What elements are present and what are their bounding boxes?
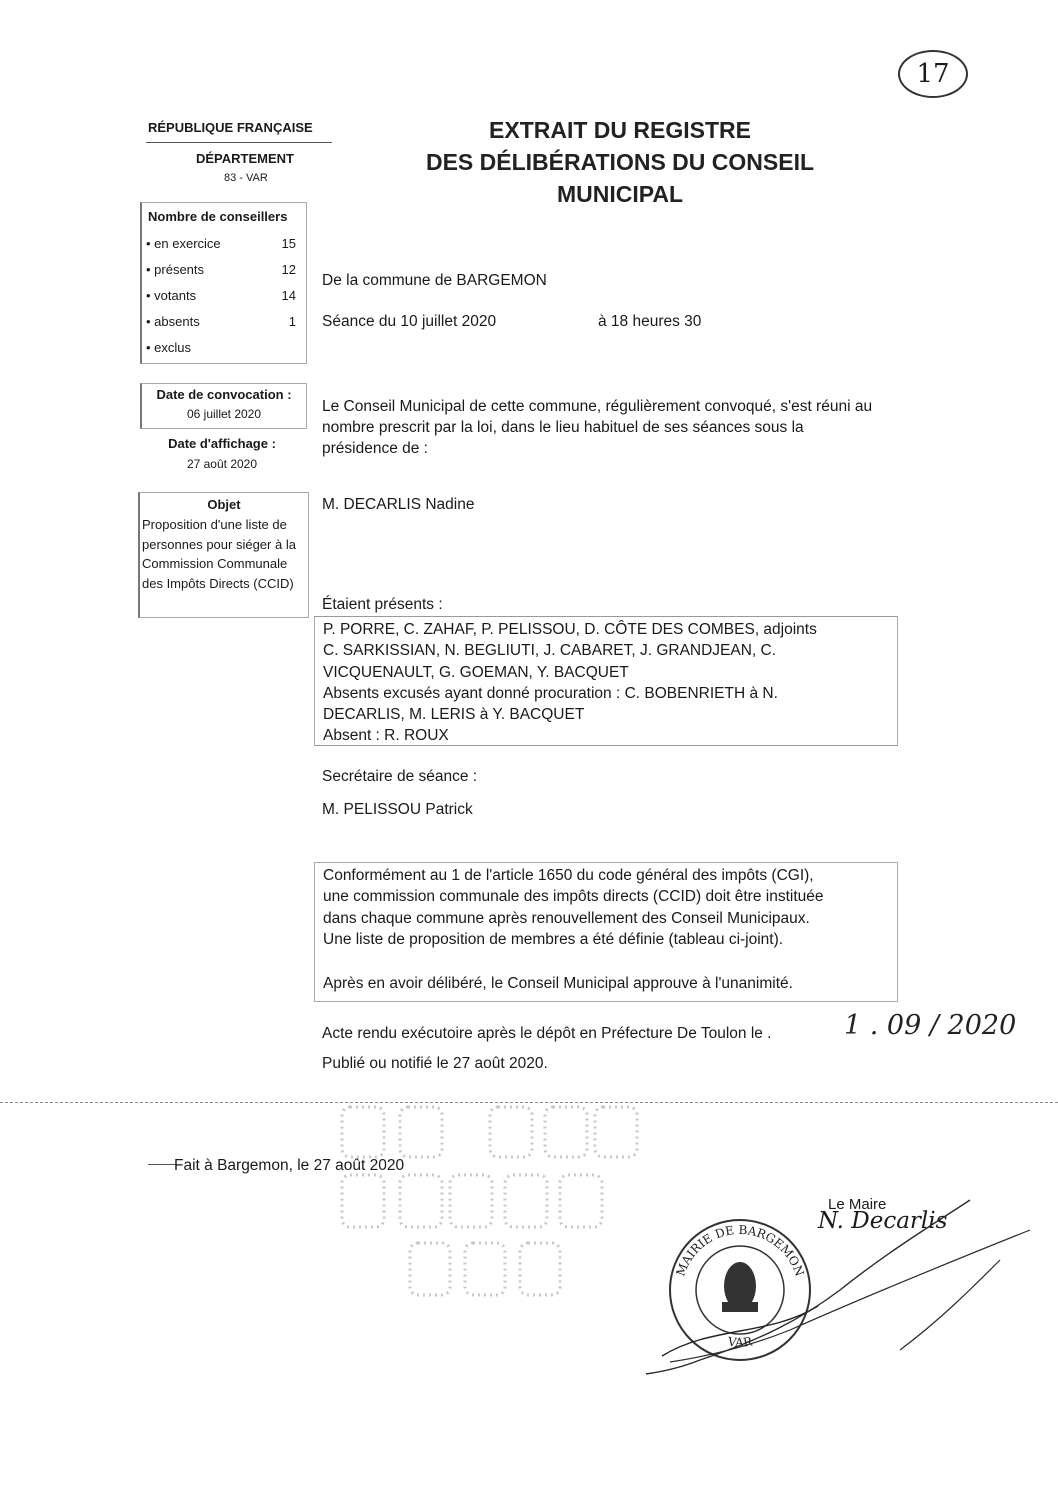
publie-line: Publié ou notifié le 27 août 2020. (322, 1055, 548, 1072)
republique-label: RÉPUBLIQUE FRANÇAISE (148, 120, 313, 135)
seance-date: Séance du 10 juillet 2020 (322, 313, 497, 330)
stamp-text-top: MAIRIE DE BARGEMON (673, 1222, 807, 1279)
title-line-3: MUNICIPAL (556, 181, 684, 207)
fait-a-line: Fait à Bargemon, le 27 août 2020 (174, 1157, 405, 1174)
presents-label: Étaient présents : (322, 596, 443, 613)
commune-line: De la commune de BARGEMON (322, 272, 547, 289)
presents-line: VICQUENAULT, G. GOEMAN, Y. BACQUET (323, 663, 629, 681)
presents-line: Absents excusés ayant donné procuration : C. BOBENRIETH à N. (323, 684, 778, 702)
president: M. DECARLIS Nadine (322, 496, 475, 513)
le-maire-label: Le Maire (828, 1196, 887, 1213)
seance-heure: à 18 heures 30 (598, 313, 702, 330)
perforation-mark (330, 1095, 650, 1315)
deliberation-line: une commission communale des impôts directs (CCID) doit être instituée (323, 888, 824, 906)
conseillers-row (146, 340, 296, 355)
departement-value: 83 - VAR (224, 172, 268, 184)
presents-box (314, 616, 898, 746)
convocation-box (140, 383, 307, 429)
decision-text: Après en avoir délibéré, le Conseil Municipal approuve à l'unanimité. (323, 975, 793, 992)
objet-label: Objet (207, 497, 241, 512)
title-line-2: DES DÉLIBÉRATIONS DU CONSEIL (425, 149, 815, 175)
stamp-text-bottom: VAR (726, 1334, 754, 1350)
presents-line: Absent : R. ROUX (323, 727, 449, 745)
document-title (400, 114, 840, 210)
row-value (276, 340, 296, 355)
deliberation-text (323, 865, 897, 950)
row-label: • absents (146, 314, 200, 329)
deliberation-line: Conformément au 1 de l'article 1650 du code général des impôts (CGI), (323, 867, 814, 884)
convocation-label: Date de convocation : (156, 387, 292, 402)
conseillers-row (146, 236, 296, 251)
row-value: 15 (281, 236, 296, 251)
deliberation-line: dans chaque commune après renouvellement des Conseil Municipaux. (323, 909, 810, 927)
page-number: 17 (898, 50, 968, 98)
presents-line: DECARLIS, M. LERIS à Y. BACQUET (323, 706, 585, 724)
presents-line: C. SARKISSIAN, N. BEGLIUTI, J. CABARET, J. GRANDJEAN, C. (323, 642, 777, 660)
conseillers-row (146, 314, 296, 329)
secretaire-label: Secrétaire de séance : (322, 768, 478, 785)
row-value: 12 (281, 262, 296, 277)
conseillers-row (146, 262, 296, 277)
conseillers-box (140, 202, 307, 364)
divider (148, 1164, 176, 1165)
departement-label: DÉPARTEMENT (196, 151, 294, 166)
acte-executoire: Acte rendu exécutoire après le dépôt en Préfecture De Toulon le . (322, 1025, 772, 1042)
row-label: • votants (146, 288, 197, 303)
row-value: 1 (288, 314, 296, 329)
row-label: • en exercice (146, 236, 221, 251)
affichage-label: Date d'affichage : (168, 436, 276, 451)
presents-list (323, 619, 897, 747)
conseillers-row (146, 288, 296, 303)
row-label: • exclus (146, 340, 192, 355)
secretaire-name: M. PELISSOU Patrick (322, 801, 473, 818)
presents-line: P. PORRE, C. ZAHAF, P. PELISSOU, D. CÔTE DES COMBES, adjoints (323, 621, 817, 638)
conseillers-title: Nombre de conseillers (148, 209, 288, 224)
affichage-date: 27 août 2020 (186, 457, 258, 471)
maire-signature: N. Decarlis (818, 1208, 948, 1234)
objet-box (138, 492, 309, 618)
title-line-1: EXTRAIT DU REGISTRE (489, 117, 751, 143)
objet-text: Proposition d'une liste de personnes pour siéger à la Commission Communale des Impôts Directs (CCID) (142, 517, 296, 591)
divider (146, 142, 332, 143)
row-value: 14 (281, 288, 296, 303)
handwritten-date: 1 . 09 / 2020 (844, 1010, 1017, 1041)
row-label: • présents (146, 262, 205, 277)
deliberation-box (314, 862, 898, 1002)
deliberation-line: Une liste de proposition de membres a été définie (tableau ci-joint). (323, 930, 784, 948)
convocation-date: 06 juillet 2020 (186, 407, 262, 421)
intro-paragraph: Le Conseil Municipal de cette commune, régulièrement convoqué, s'est réuni au nombre prescrit par la loi, dans le lieu habituel de ses séances sous la présidence de : (322, 398, 873, 457)
signature-flourish (640, 1190, 1040, 1380)
